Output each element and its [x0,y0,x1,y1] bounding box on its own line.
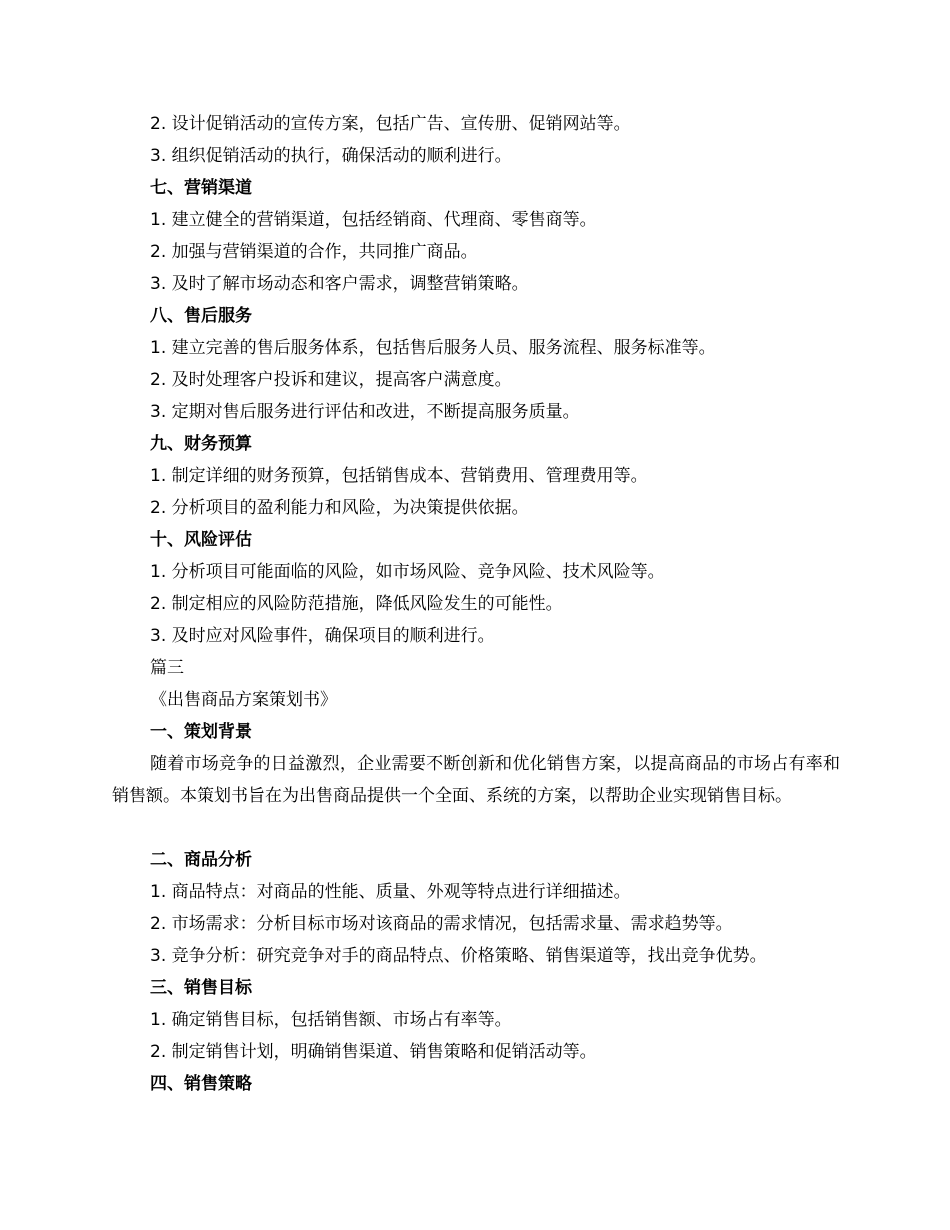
section-heading: 三、销售目标 [150,978,252,998]
list-item: 2. 制定销售计划，明确销售渠道、销售策略和促销活动等。 [150,1042,597,1062]
list-item: 2. 市场需求：分析目标市场对该商品的需求情况，包括需求量、需求趋势等。 [150,914,733,934]
section-heading: 十、风险评估 [150,530,252,550]
list-item: 1. 建立健全的营销渠道，包括经销商、代理商、零售商等。 [150,210,597,230]
list-item: 1. 制定详细的财务预算，包括销售成本、营销费用、管理费用等。 [150,466,648,486]
list-item: 2. 加强与营销渠道的合作，共同推广商品。 [150,242,478,262]
section-heading: 四、销售策略 [150,1074,252,1094]
part-label: 篇三 [150,658,184,678]
list-item: 3. 竞争分析：研究竞争对手的商品特点、价格策略、销售渠道等，找出竞争优势。 [150,946,767,966]
list-item: 1. 确定销售目标，包括销售额、市场占有率等。 [150,1010,512,1030]
section-heading: 八、售后服务 [150,306,252,326]
list-item: 3. 定期对售后服务进行评估和改进，不断提高服务质量。 [150,402,580,422]
list-item: 3. 及时应对风险事件，确保项目的顺利进行。 [150,626,495,646]
section-heading: 一、策划背景 [150,722,252,742]
list-item: 2. 分析项目的盈利能力和风险，为决策提供依据。 [150,498,529,518]
list-item: 1. 分析项目可能面临的风险，如市场风险、竞争风险、技术风险等。 [150,562,665,582]
list-item: 1. 商品特点：对商品的性能、质量、外观等特点进行详细描述。 [150,882,631,902]
section-heading: 九、财务预算 [150,434,252,454]
section-heading: 七、营销渠道 [150,178,252,198]
section-heading: 二、商品分析 [150,850,252,870]
document-title: 《出售商品方案策划书》 [150,690,337,710]
list-item: 3. 组织促销活动的执行，确保活动的顺利进行。 [150,146,512,166]
list-item: 3. 及时了解市场动态和客户需求，调整营销策略。 [150,274,529,294]
list-item: 2. 及时处理客户投诉和建议，提高客户满意度。 [150,370,512,390]
background-paragraph: 随着市场竞争的日益激烈，企业需要不断创新和优化销售方案，以提高商品的市场占有率和销售额。本策划书旨在为出售商品提供一个全面、系统的方案，以帮助企业实现销售目标。 [112,754,840,806]
list-item: 2. 制定相应的风险防范措施，降低风险发生的可能性。 [150,594,563,614]
list-item: 2. 设计促销活动的宣传方案，包括广告、宣传册、促销网站等。 [150,114,631,134]
list-item: 1. 建立完善的售后服务体系，包括售后服务人员、服务流程、服务标准等。 [150,338,716,358]
